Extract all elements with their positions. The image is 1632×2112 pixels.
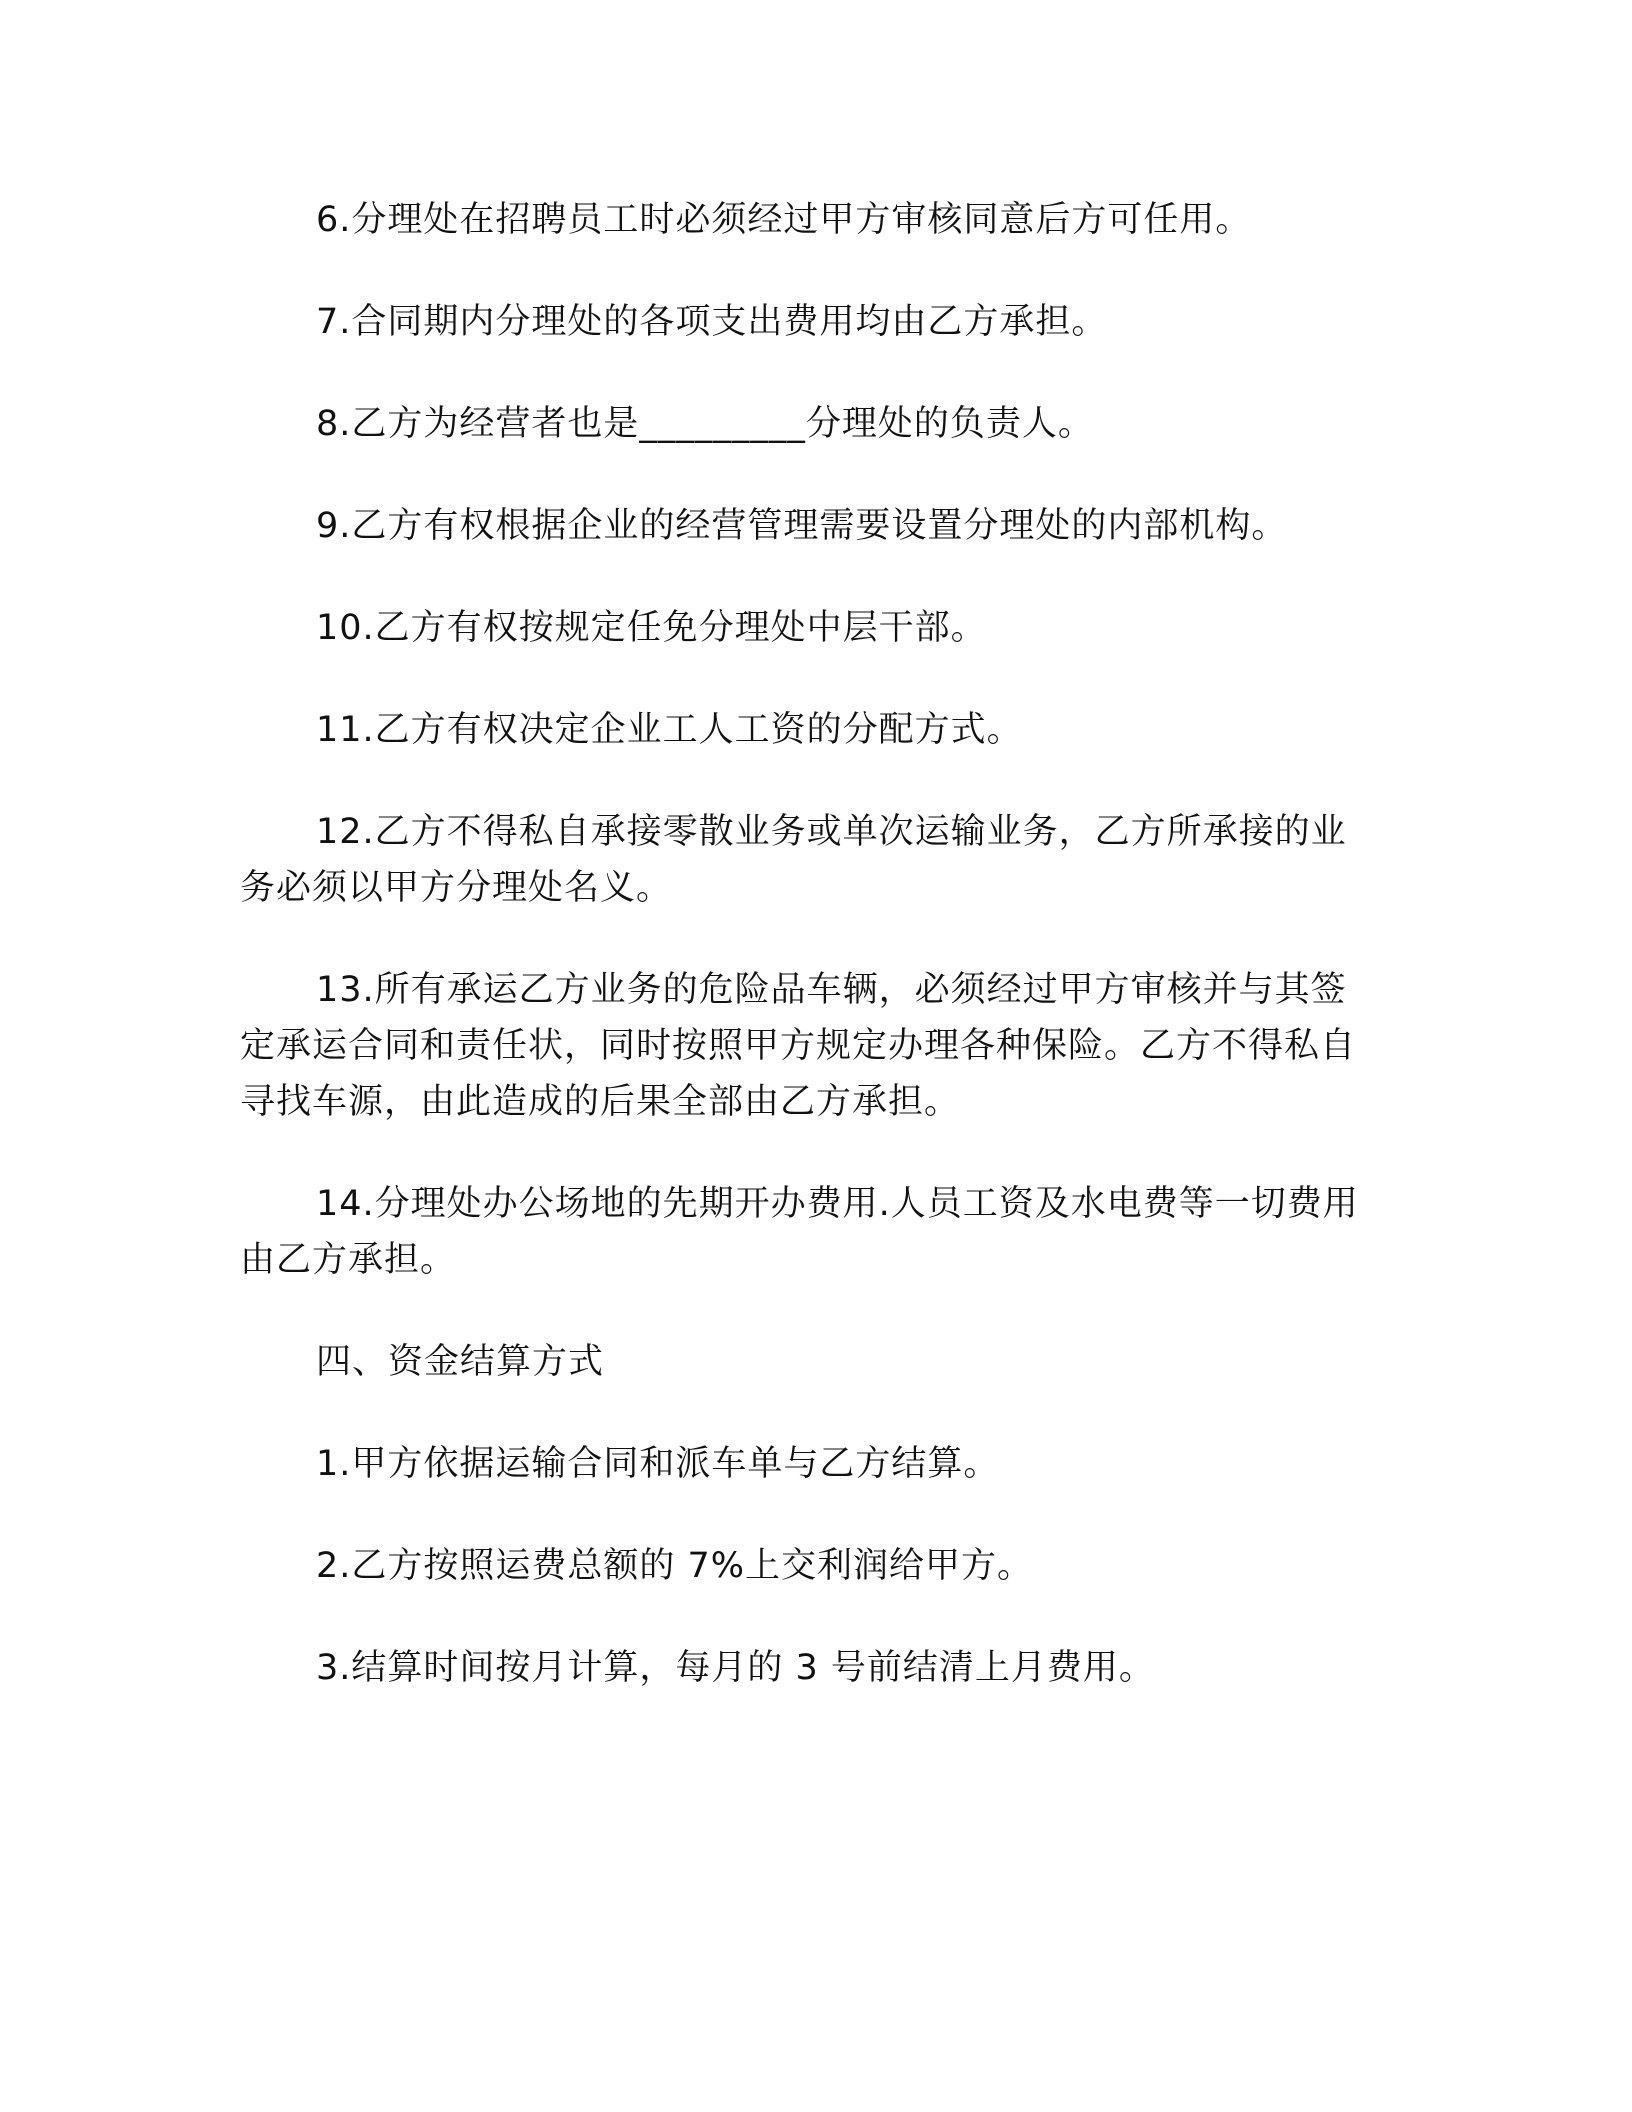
clause-6: 6.分理处在招聘员工时必须经过甲方审核同意后方可任用。	[316, 200, 1252, 240]
settlement-item-1: 1.甲方依据运输合同和派车单与乙方结算。	[316, 1444, 1000, 1484]
clause-7: 7.合同期内分理处的各项支出费用均由乙方承担。	[316, 302, 1108, 342]
contract-text	[240, 192, 1380, 1742]
clause-11: 11.乙方有权决定企业工人工资的分配方式。	[316, 710, 1023, 750]
settlement-item-3: 3.结算时间按月计算，每月的 3 号前结清上月费用。	[316, 1648, 1155, 1688]
section-heading-settlement: 四、资金结算方式	[316, 1342, 605, 1382]
settlement-item-2: 2.乙方按照运费总额的 7%上交利润给甲方。	[316, 1546, 1034, 1586]
clause-13: 13.所有承运乙方业务的危险品车辆，必须经过甲方审核并与其签定承运合同和责任状，同时按照甲方规定办理各种保险。乙方不得私自寻找车源，由此造成的后果全部由乙方承担。	[240, 970, 1357, 1122]
clause-9: 9.乙方有权根据企业的经营管理需要设置分理处的内部机构。	[316, 506, 1288, 546]
clause-12: 12.乙方不得私自承接零散业务或单次运输业务，乙方所承接的业务必须以甲方分理处名义。	[240, 812, 1347, 908]
clause-10: 10.乙方有权按规定任免分理处中层干部。	[316, 608, 987, 648]
clause-14: 14.分理处办公场地的先期开办费用.人员工资及水电费等一切费用由乙方承担。	[240, 1184, 1359, 1280]
clause-8: 8.乙方为经营者也是_________分理处的负责人。	[316, 404, 1094, 444]
